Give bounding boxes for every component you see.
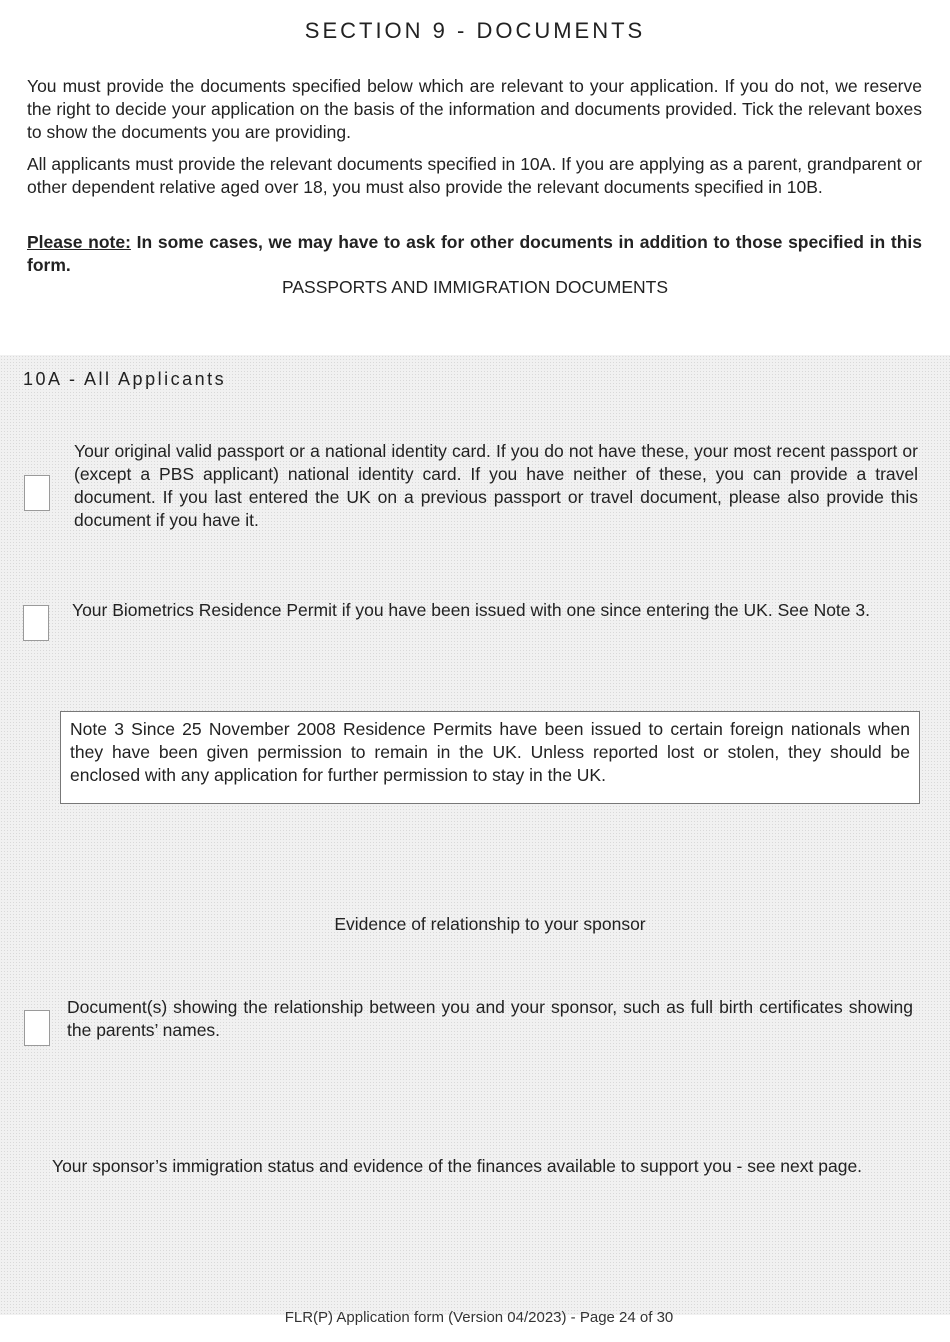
intro-paragraph-2: All applicants must provide the relevant documents specified in 10A. If you are applying as a parent, grandparent or other dependent relative aged over 18, you must also provide the relevant documents specified in 10B. — [27, 154, 922, 197]
note-3-text: Note 3 Since 25 November 2008 Residence Permits have been issued to certain foreign nationals when they have been given permission to remain in the UK. Unless reported lost or stolen, they should be enclosed with any application for further permission to stay in the UK. — [70, 719, 910, 785]
passport-checkbox[interactable] — [24, 475, 50, 511]
subheading-10a: 10A - All Applicants — [23, 369, 227, 389]
relationship-heading: Evidence of relationship to your sponsor — [334, 914, 646, 934]
passport-item-text: Your original valid passport or a national identity card. If you do not have these, your most recent passport or (except a PBS applicant) national identity card. If you have neither of these, you can provide a travel document. If you last entered the UK on a previous passport or travel document, please also provide this document if you have it. — [74, 441, 918, 530]
brp-checkbox[interactable] — [23, 605, 49, 641]
sponsor-status-text: Your sponsor’s immigration status and evidence of the finances available to support you - see next page. — [52, 1156, 863, 1176]
please-note-text: In some cases, we may have to ask for other documents in addition to those specified in this form. — [27, 232, 922, 275]
passports-heading: PASSPORTS AND IMMIGRATION DOCUMENTS — [281, 277, 668, 297]
relationship-checkbox[interactable] — [24, 1010, 50, 1046]
section-title: SECTION 9 - DOCUMENTS — [304, 18, 646, 43]
note-3-box — [60, 711, 920, 804]
please-note — [27, 231, 922, 277]
intro-paragraph-1: You must provide the documents specified below which are relevant to your application. If you do not, we reserve the right to decide your application on the basis of the information and documents provided. Tick the relevant boxes to show the documents you are providing. — [27, 76, 922, 142]
brp-item-text: Your Biometrics Residence Permit if you have been issued with one since entering the UK. See Note 3. — [72, 600, 870, 620]
page-footer: FLR(P) Application form (Version 04/2023) - Page 24 of 30 — [284, 1309, 674, 1326]
please-note-label: Please note: — [27, 232, 131, 252]
relationship-item-text: Document(s) showing the relationship between you and your sponsor, such as full birth certificates showing the parents’ names. — [67, 997, 913, 1040]
